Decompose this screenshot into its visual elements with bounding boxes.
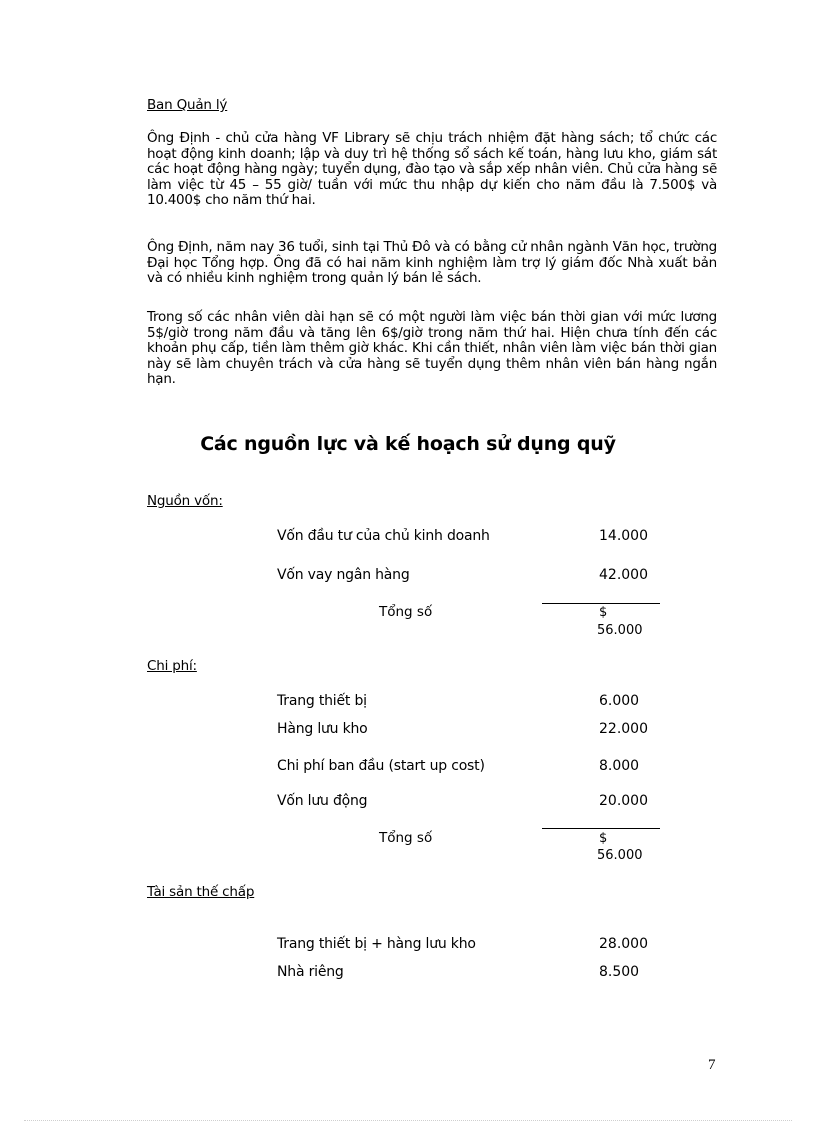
costs-total-rule [542,828,660,829]
collateral-row-value: 8.500 [599,964,640,980]
costs-total-value: 56.000 [597,848,643,863]
funding-total-currency: $ [599,605,608,620]
management-heading: Ban Quản lý [147,97,228,113]
funding-total-label: Tổng số [379,604,433,620]
costs-row-value: 20.000 [599,793,648,809]
costs-row-value: 8.000 [599,758,640,774]
funding-row-label: Vốn đầu tư của chủ kinh doanh [277,528,490,544]
costs-row-value: 6.000 [599,693,640,709]
costs-row-label: Vốn lưu động [277,793,368,809]
funding-row-value: 14.000 [599,528,648,544]
costs-row-value: 22.000 [599,721,648,737]
section-title: Các nguồn lực và kế hoạch sử dụng quỹ [200,433,616,455]
costs-total-label: Tổng số [379,830,433,846]
funding-row-value: 42.000 [599,567,648,583]
costs-row-label: Trang thiết bị [277,693,367,709]
funding-total-value: 56.000 [597,623,643,638]
costs-heading: Chi phí: [147,658,197,674]
funding-row-label: Vốn vay ngân hàng [277,567,410,583]
costs-total-currency: $ [599,831,608,846]
management-paragraph-3: Trong số các nhân viên dài hạn sẽ có một người làm việc bán thời gian với mức lương 5$/giờ trong năm đầu và tăng lên 6$/giờ trong năm thứ hai. Hiện chưa tính đến các khoản phụ cấp, tiền làm thêm giờ khác. Khi cần thiết, nhân viên làm việc bán thời gian này sẽ làm chuyên trách và cửa hàng sẽ tuyển dụng thêm nhân viên bán hàng ngắn hạn. [147,309,717,387]
page-number: 7 [708,1057,716,1073]
page-bottom-divider [24,1120,792,1121]
costs-row-label: Chi phí ban đầu (start up cost) [277,758,485,774]
collateral-row-label: Nhà riêng [277,964,344,980]
management-paragraph-1: Ông Định - chủ cửa hàng VF Library sẽ chịu trách nhiệm đặt hàng sách; tổ chức các hoạt động kinh doanh; lập và duy trì hệ thống sổ sách kế toán, hàng lưu kho, giám sát các hoạt động hàng ngày; tuyển dụng, đào tạo và sắp xếp nhân viên. Chủ cửa hàng sẽ làm việc từ 45 – 55 giờ/ tuần với mức thu nhập dự kiến cho năm đầu là 7.500$ và 10.400$ cho năm thứ hai. [147,130,717,208]
collateral-row-label: Trang thiết bị + hàng lưu kho [277,936,476,952]
funding-total-rule [542,603,660,604]
management-paragraph-2: Ông Định, năm nay 36 tuổi, sinh tại Thủ Đô và có bằng cử nhân ngành Văn học, trường Đại học Tổng hợp. Ông đã có hai năm kinh nghiệm làm trợ lý giám đốc Nhà xuất bản và có nhiều kinh nghiệm trong quản lý bán lẻ sách. [147,239,717,286]
costs-row-label: Hàng lưu kho [277,721,368,737]
collateral-heading: Tài sản thế chấp [147,884,255,900]
funding-heading: Nguồn vốn: [147,493,223,509]
collateral-row-value: 28.000 [599,936,648,952]
